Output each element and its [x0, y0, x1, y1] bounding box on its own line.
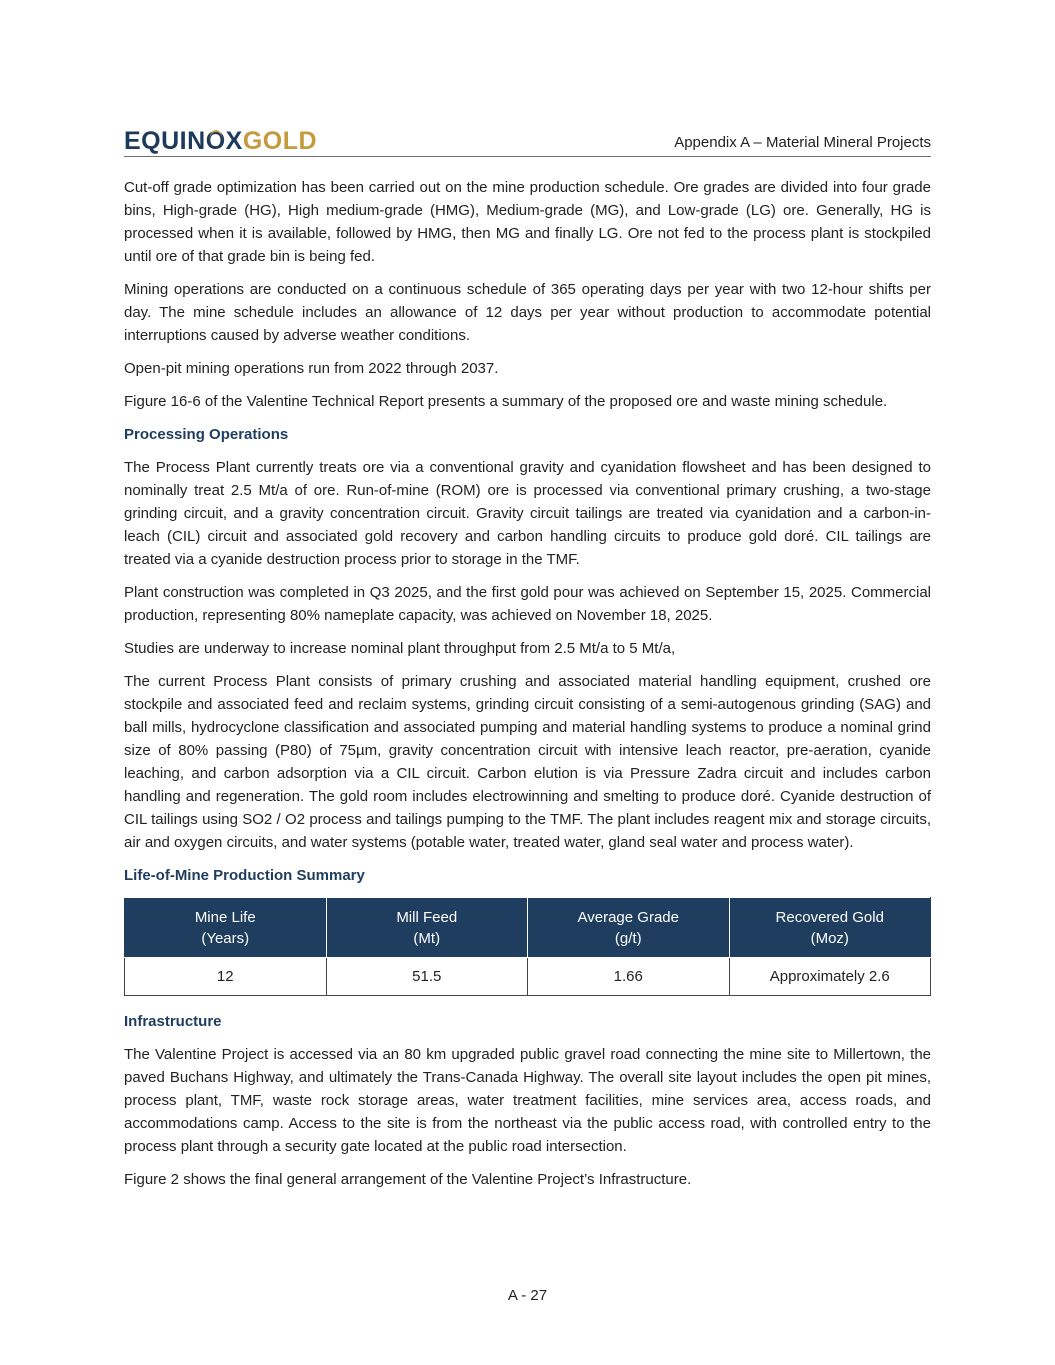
header-unit: (g/t) [614, 929, 642, 947]
paragraph-valentine-access: The Valentine Project is accessed via an 80 km upgraded public gravel road connecting the mine site to Millertown, the paved Buchans Highway, and ultimately the Trans-Canada Highway. The overall site layout includes the open pit mines, process plant, TMF, waste rock storage areas, water treatment facilities, mine services area, access roads, and accommodations camp. Access to the site is from the northeast via the public access road, with controlled entry to the process plant through a security gate located at the public road intersection. [124, 1046, 931, 1155]
cell-mill-feed: 51.5 [326, 958, 528, 996]
cell-average-grade: 1.66 [528, 958, 730, 996]
logo-text-gold: GOLD [242, 127, 318, 155]
header-line: Mill Feed [396, 908, 458, 926]
paragraph-figure-16-6: Figure 16-6 of the Valentine Technical Report presents a summary of the proposed ore and waste mining schedule. [124, 393, 888, 410]
header-line: Recovered Gold [775, 908, 884, 926]
paragraph-plant-construction: Plant construction was completed in Q3 2025, and the first gold pour was achieved on September 15, 2025. Commercial production, representing 80% nameplate capacity, was achieved on November 18, 2025. [124, 584, 931, 624]
cell-mine-life: 12 [125, 958, 327, 996]
column-header-average-grade [528, 898, 730, 958]
table-header-row [125, 898, 931, 958]
cell-recovered-gold: Approximately 2.6 [729, 958, 931, 996]
paragraph-process-plant: The Process Plant currently treats ore via a conventional gravity and cyanidation flowsheet and has been designed to nominally treat 2.5 Mt/a of ore. Run-of-mine (ROM) ore is processed via conventional primary crushing, a two-stage grinding circuit, and a gravity concentration circuit. Gravity circuit tailings are treated via cyanidation and a carbon-in-leach (CIL) circuit and associated gold recovery and carbon handling circuits to produce gold doré. CIL tailings are treated via a cyanide destruction process prior to storage in the TMF. [124, 459, 931, 568]
header-title: Appendix A – Material Mineral Projects [674, 134, 931, 151]
paragraph-figure-2: Figure 2 shows the final general arrangement of the Valentine Project’s Infrastructure. [124, 1171, 692, 1188]
paragraph-current-plant: The current Process Plant consists of primary crushing and associated material handling equipment, crushed ore stockpile and associated feed and reclaim systems, grinding circuit consisting of a semi-autogenous grinding (SAG) and ball mills, hydrocyclone classification and associated pumping and material handling systems to produce a nominal grind size of 80% passing (P80) of 75µm, gravity concentration circuit with intensive leach reactor, pre-aeration, cyanide leaching, and carbon adsorption via a CIL circuit. Carbon elution is via Pressure Zadra circuit and includes carbon handling and regeneration. The gold room includes electrowinning and smelting to produce doré. Cyanide destruction of CIL tailings using SO2 / O2 process and tailings pumping to the TMF. The plant includes reagent mix and storage circuits, air and oxygen circuits, and water systems (potable water, treated water, gland seal water and process water). [124, 673, 931, 851]
paragraph-cutoff-grade: Cut-off grade optimization has been carried out on the mine production schedule. Ore grades are divided into four grade bins, High-grade (HG), High medium-grade (HMG), Medium-grade (MG), and Low-grade (LG) ore. Generally, HG is processed when it is available, followed by HMG, then MG and finally LG. Ore not fed to the process plant is stockpiled until ore of that grade bin is being fed. [124, 179, 931, 265]
column-header-mine-life [125, 898, 327, 958]
heading-processing-operations: Processing Operations [124, 426, 289, 443]
column-header-recovered-gold [729, 898, 931, 958]
header-unit: (Years) [201, 929, 250, 947]
page-content [124, 176, 931, 1201]
page-number: A - 27 [507, 1287, 548, 1304]
lom-summary-table [124, 897, 931, 996]
logo-text-equin: EQUIN [124, 127, 206, 155]
header-line: Mine Life [194, 908, 256, 926]
paragraph-studies: Studies are underway to increase nominal plant throughput from 2.5 Mt/a to 5 Mt/a, [124, 640, 676, 657]
logo-text-x: X [225, 127, 243, 155]
heading-lom-summary: Life-of-Mine Production Summary [124, 867, 365, 884]
table-row [125, 958, 931, 996]
header-unit: (Mt) [413, 929, 441, 947]
logo-o-icon: O [205, 127, 226, 155]
header-line: Average Grade [577, 908, 679, 926]
paragraph-open-pit: Open-pit mining operations run from 2022 through 2037. [124, 360, 499, 377]
paragraph-mining-operations: Mining operations are conducted on a continuous schedule of 365 operating days per year with two 12-hour shifts per day. The mine schedule includes an allowance of 12 days per year without production to accommodate potential interruptions caused by adverse weather conditions. [124, 281, 931, 344]
column-header-mill-feed [326, 898, 528, 958]
page-header [124, 128, 931, 157]
heading-infrastructure: Infrastructure [124, 1013, 222, 1030]
equinox-gold-logo [124, 128, 317, 154]
header-unit: (Moz) [810, 929, 849, 947]
